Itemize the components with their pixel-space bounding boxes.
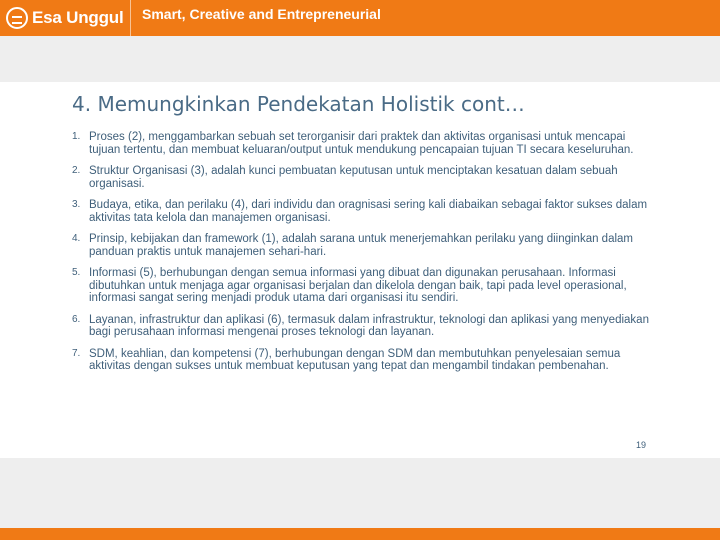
list-item-text: Proses (2), menggambarkan sebuah set terorganisir dari praktek dan aktivitas organisasi untuk mencapai tujuan tertentu, dan membuat keluaran/output untuk mendukung pencapaian tujuan TI secara keseluruhan.: [89, 131, 634, 156]
list-item-text: Prinsip, kebijakan dan framework (1), adalah sarana untuk menerjemahkan perilaku yang diinginkan dalam panduan praktis untuk manajemen sehari-hari.: [89, 233, 633, 258]
list-item: [72, 131, 652, 156]
list-item-text: Layanan, infrastruktur dan aplikasi (6), termasuk dalam infrastruktur, teknologi dan aplikasi yang menyediakan bagi perusahaan informasi mengenai proses teknologi dan layanan.: [89, 313, 649, 338]
list-item-number: 3.: [72, 199, 81, 210]
list-item-number: 5.: [72, 267, 81, 278]
logo-text: Esa Unggul: [32, 8, 124, 27]
list-item-number: 2.: [72, 165, 81, 176]
list-item-text: SDM, keahlian, dan kompetensi (7), berhubungan dengan SDM dan membutuhkan penyelesaian semua aktivitas dengan sukses untuk membuat keputusan yang tepat dan mengambil tindakan pembenahan.: [89, 347, 621, 372]
logo-emblem-icon: [6, 7, 28, 29]
university-logo: [6, 3, 124, 33]
list-item-number: 4.: [72, 233, 81, 244]
header-divider: [130, 0, 131, 36]
list-item: [72, 267, 652, 305]
numbered-list: [72, 131, 652, 382]
list-item: [72, 233, 652, 258]
header-tagline: Smart, Creative and Entrepreneurial: [142, 6, 381, 22]
list-item-number: 7.: [72, 347, 81, 359]
slide-title: 4. Memungkinkan Pendekatan Holistik cont…: [72, 92, 525, 116]
list-item: [72, 314, 652, 339]
list-item: [72, 199, 652, 224]
list-item-text: Budaya, etika, dan perilaku (4), dari individu dan oragnisasi sering kali diabaikan sebagai faktor sukses dalam aktivitas tata kelola dan manajemen organisasi.: [89, 199, 648, 224]
list-item: [72, 348, 652, 373]
list-item-text: Informasi (5), berhubungan dengan semua informasi yang dibuat dan digunakan perusahaan. Informasi dibutuhkan untuk menjaga agar organisasi berjalan dan dikelola dengan baik, tapi pada level operasional, informasi sangat sering menjadi produk utama dari organisasi itu sendiri.: [89, 267, 627, 304]
list-item-number: 6.: [72, 313, 81, 325]
header-bar: [0, 0, 720, 36]
top-gray-band: [0, 36, 720, 82]
list-item-text: Struktur Organisasi (3), adalah kunci pembuatan keputusan untuk menciptakan kesatuan dalam sebuah organisasi.: [89, 165, 618, 190]
list-item-number: 1.: [72, 131, 81, 142]
bottom-accent-stripe: [0, 528, 720, 540]
list-item: [72, 165, 652, 190]
page-number: 19: [636, 440, 647, 450]
